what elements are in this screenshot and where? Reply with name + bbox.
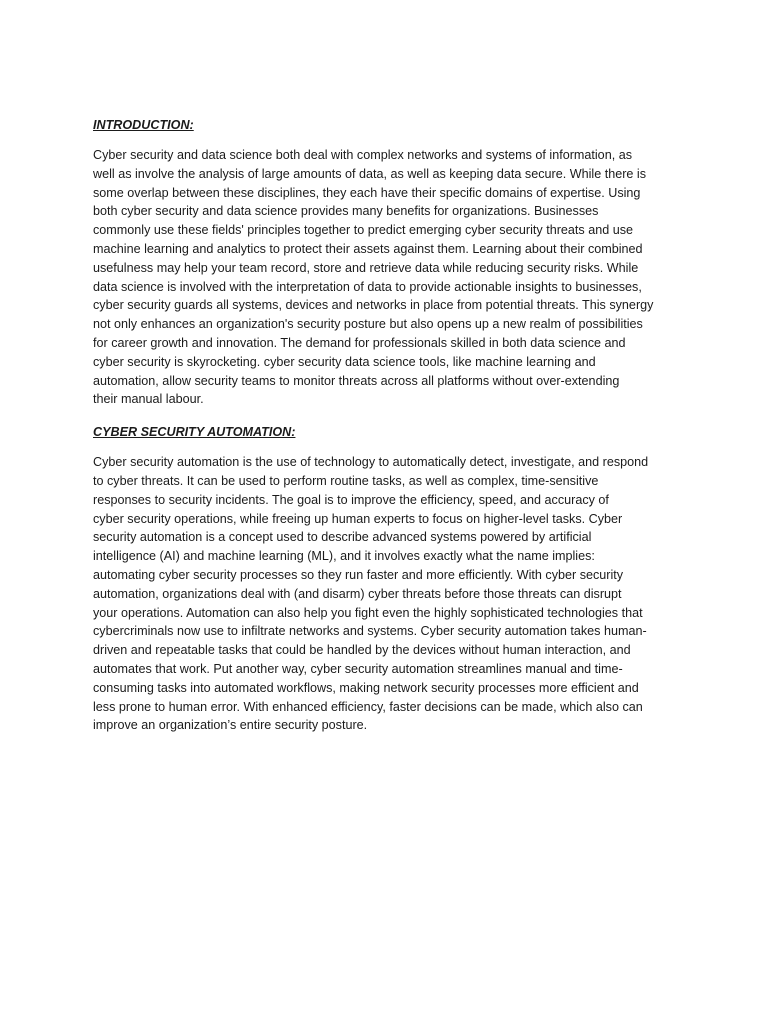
section-paragraph [93, 146, 676, 409]
paragraph-line: some overlap between these disciplines, they each have their specific domains of expertise. Using [93, 185, 641, 200]
paragraph-line: usefulness may help your team record, store and retrieve data while reducing security risks. While [93, 260, 639, 275]
paragraph-line: intelligence (AI) and machine learning (ML), and it involves exactly what the name implies: [93, 549, 595, 564]
paragraph-line: data science is involved with the interpretation of data to provide actionable insights to businesses, [93, 279, 642, 294]
paragraph-line: less prone to human error. With enhanced efficiency, faster decisions can be made, which also can [93, 699, 643, 714]
paragraph-line: automating cyber security processes so they run faster and more efficiently. With cyber security [93, 567, 624, 582]
paragraph-line: cyber security operations, while freeing up human experts to focus on higher-level tasks. Cyber [93, 511, 623, 526]
document-body [93, 116, 676, 735]
paragraph-line: commonly use these fields' principles together to predict emerging cyber security threats and use [93, 223, 634, 238]
paragraph-line: responses to security incidents. The goal is to improve the efficiency, speed, and accuracy of [93, 492, 609, 507]
section-introduction [93, 116, 676, 409]
paragraph-line: to cyber threats. It can be used to perform routine tasks, as well as complex, time-sensitive [93, 473, 599, 488]
paragraph-line: automates that work. Put another way, cyber security automation streamlines manual and time- [93, 661, 623, 676]
paragraph-line: Cyber security and data science both deal with complex networks and systems of information, as [93, 148, 632, 162]
paragraph-line: consuming tasks into automated workflows, making network security processes more efficient and [93, 680, 639, 695]
paragraph-line: well as involve the analysis of large amounts of data, as well as keeping data secure. While there is [93, 166, 647, 181]
paragraph-line: Cyber security automation is the use of technology to automatically detect, investigate, and respond [93, 455, 649, 470]
section-cyber-security-automation [93, 423, 676, 735]
paragraph-line: your operations. Automation can also help you fight even the highly sophisticated technologies that [93, 605, 643, 620]
paragraph-line: security automation is a concept used to describe advanced systems powered by artificial [93, 530, 592, 545]
section-heading: INTRODUCTION: [93, 118, 194, 132]
paragraph-line: their manual labour. [93, 392, 204, 407]
paragraph-line: for career growth and innovation. The demand for professionals skilled in both data science and [93, 335, 626, 350]
paragraph-line: cyber security guards all systems, devices and networks in place from potential threats. This synergy [93, 298, 654, 313]
paragraph-line: automation, allow security teams to monitor threats across all platforms without over-extending [93, 373, 620, 388]
section-heading: CYBER SECURITY AUTOMATION: [93, 425, 296, 440]
paragraph-line: cybercriminals now use to infiltrate networks and systems. Cyber security automation takes human- [93, 624, 647, 639]
paragraph-line: cyber security is skyrocketing. cyber security data science tools, like machine learning and [93, 354, 596, 369]
paragraph-line: machine learning and analytics to protect their assets against them. Learning about their combined [93, 241, 643, 256]
paragraph-line: improve an organization’s entire security posture. [93, 718, 368, 733]
paragraph-line: both cyber security and data science provides many benefits for organizations. Businesses [93, 204, 599, 219]
paragraph-line: not only enhances an organization's security posture but also opens up a new realm of possibilities [93, 317, 643, 332]
paragraph-line: driven and repeatable tasks that could be handled by the devices without human interaction, and [93, 643, 631, 658]
paragraph-line: automation, organizations deal with (and disarm) cyber threats before those threats can disrupt [93, 586, 622, 601]
section-paragraph [93, 453, 676, 735]
